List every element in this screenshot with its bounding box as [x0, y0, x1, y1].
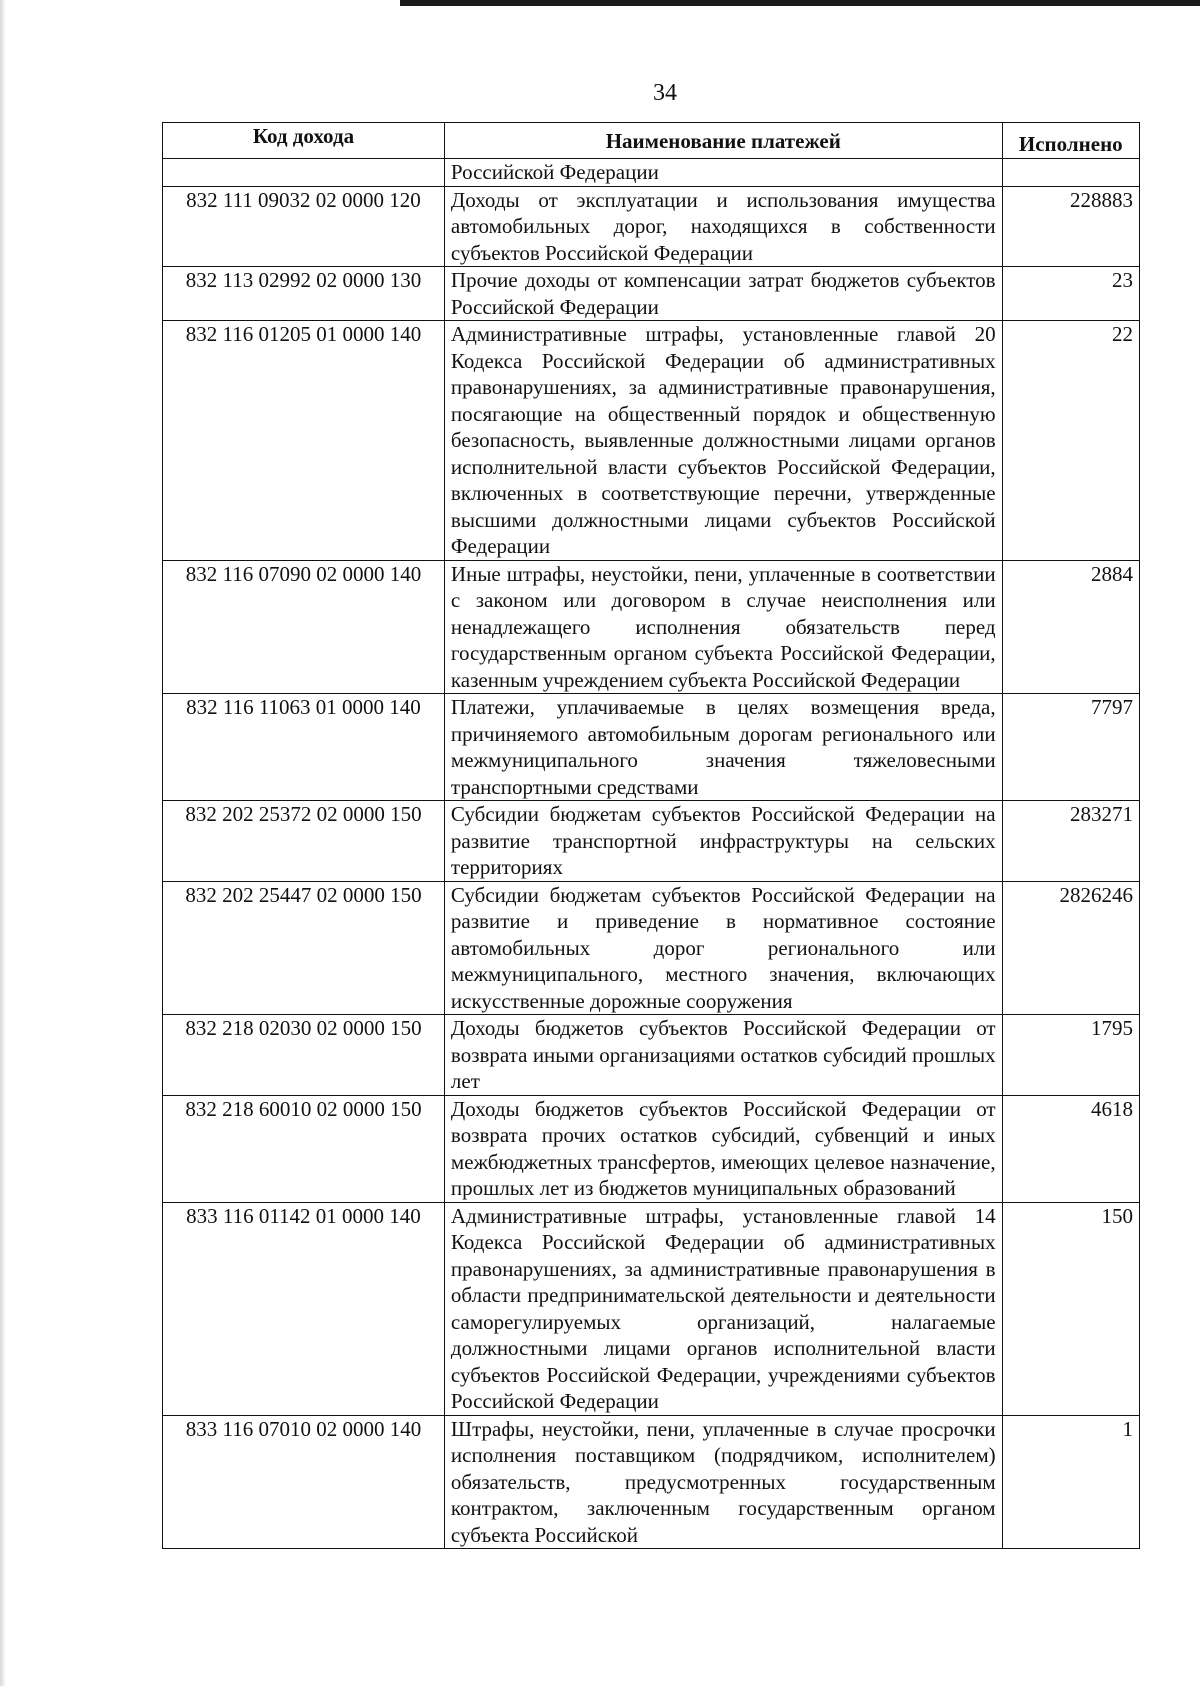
row-amount: 1: [1002, 1415, 1139, 1549]
row-code: 832 218 60010 02 0000 150: [163, 1095, 445, 1202]
table-row: [163, 560, 1140, 694]
table-row: [163, 321, 1140, 561]
table-row: [163, 1095, 1140, 1202]
row-name: Платежи, уплачиваемые в целях возмещения вреда, причиняемого автомобильным дорогам регионального или межмуниципального значения тяжеловесными транспортными средствами: [444, 694, 1002, 801]
row-name: Административные штрафы, установленные главой 14 Кодекса Российской Федерации об административных правонарушениях, за административные правонарушения в области предпринимательской деятельности и деятельности саморегулируемых организаций, налагаемые должностными лицами органов исполнительной власти субъектов Российской Федерации, учреждениями субъектов Российской Федерации: [444, 1202, 1002, 1415]
row-name: Доходы бюджетов субъектов Российской Федерации от возврата иными организациями остатков субсидий прошлых лет: [444, 1015, 1002, 1096]
table-row: [163, 158, 1140, 186]
table-row: [163, 801, 1140, 882]
scan-left-edge: [0, 0, 6, 1686]
row-code: 833 116 07010 02 0000 140: [163, 1415, 445, 1549]
row-amount: 2826246: [1002, 881, 1139, 1015]
header-name: [444, 123, 1002, 159]
row-name: Доходы бюджетов субъектов Российской Федерации от возврата прочих остатков субсидий, субвенций и иных межбюджетных трансфертов, имеющих целевое назначение, прошлых лет из бюджетов муниципальных образований: [444, 1095, 1002, 1202]
header-amount: [1002, 123, 1139, 159]
row-name: Административные штрафы, установленные главой 20 Кодекса Российской Федерации об административных правонарушениях, за административные правонарушения, посягающие на общественный порядок и общественную безопасность, выявленные должностными лицами органов исполнительной власти субъектов Российской Федерации, включенных в соответствующие перечни, утвержденные высшими должностными лицами субъектов Российской Федерации: [444, 321, 1002, 561]
page-number: 34: [653, 80, 677, 106]
table-row: [163, 1415, 1140, 1549]
row-code: 833 116 01142 01 0000 140: [163, 1202, 445, 1415]
row-code: 832 116 07090 02 0000 140: [163, 560, 445, 694]
header-amount-label: Исполнено: [1018, 132, 1123, 156]
header-code: Код дохода: [163, 123, 445, 159]
row-name: Иные штрафы, неустойки, пени, уплаченные в соответствии с законом или договором в случае неисполнения или ненадлежащего исполнения обязательств перед государственным органом субъекта Российской Федерации, казенным учреждением субъекта Российской Федерации: [444, 560, 1002, 694]
table-row: [163, 1202, 1140, 1415]
row-amount: 2884: [1002, 560, 1139, 694]
row-code: 832 218 02030 02 0000 150: [163, 1015, 445, 1096]
row-amount: 7797: [1002, 694, 1139, 801]
table-header-row: [163, 123, 1140, 159]
row-amount: 228883: [1002, 186, 1139, 267]
scan-top-border: [400, 0, 1200, 6]
row-code: 832 202 25372 02 0000 150: [163, 801, 445, 882]
row-code: 832 116 01205 01 0000 140: [163, 321, 445, 561]
row-code: 832 116 11063 01 0000 140: [163, 694, 445, 801]
row-name: Прочие доходы от компенсации затрат бюджетов субъектов Российской Федерации: [444, 267, 1002, 321]
row-name: Российской Федерации: [444, 158, 1002, 186]
row-amount: 22: [1002, 321, 1139, 561]
row-amount: 23: [1002, 267, 1139, 321]
row-code: 832 111 09032 02 0000 120: [163, 186, 445, 267]
row-amount: 283271: [1002, 801, 1139, 882]
table-row: [163, 694, 1140, 801]
row-amount: 1795: [1002, 1015, 1139, 1096]
row-code: 832 202 25447 02 0000 150: [163, 881, 445, 1015]
revenue-table: [162, 122, 1140, 1549]
row-amount: 150: [1002, 1202, 1139, 1415]
row-code: 832 113 02992 02 0000 130: [163, 267, 445, 321]
row-amount: [1002, 158, 1139, 186]
table-row: [163, 881, 1140, 1015]
row-name: Субсидии бюджетам субъектов Российской Федерации на развитие транспортной инфраструктуры на сельских территориях: [444, 801, 1002, 882]
row-name: Доходы от эксплуатации и использования имущества автомобильных дорог, находящихся в собственности субъектов Российской Федерации: [444, 186, 1002, 267]
table-row: [163, 267, 1140, 321]
header-name-label: Наименование платежей: [605, 129, 841, 153]
table-row: [163, 1015, 1140, 1096]
row-code: [163, 158, 445, 186]
row-amount: 4618: [1002, 1095, 1139, 1202]
row-name: Штрафы, неустойки, пени, уплаченные в случае просрочки исполнения поставщиком (подрядчиком, исполнителем) обязательств, предусмотренных государственным контрактом, заключенным государственным органом субъекта Российской: [444, 1415, 1002, 1549]
table-row: [163, 186, 1140, 267]
row-name: Субсидии бюджетам субъектов Российской Федерации на развитие и приведение в нормативное состояние автомобильных дорог регионального или межмуниципального, местного значения, включающих искусственные дорожные сооружения: [444, 881, 1002, 1015]
